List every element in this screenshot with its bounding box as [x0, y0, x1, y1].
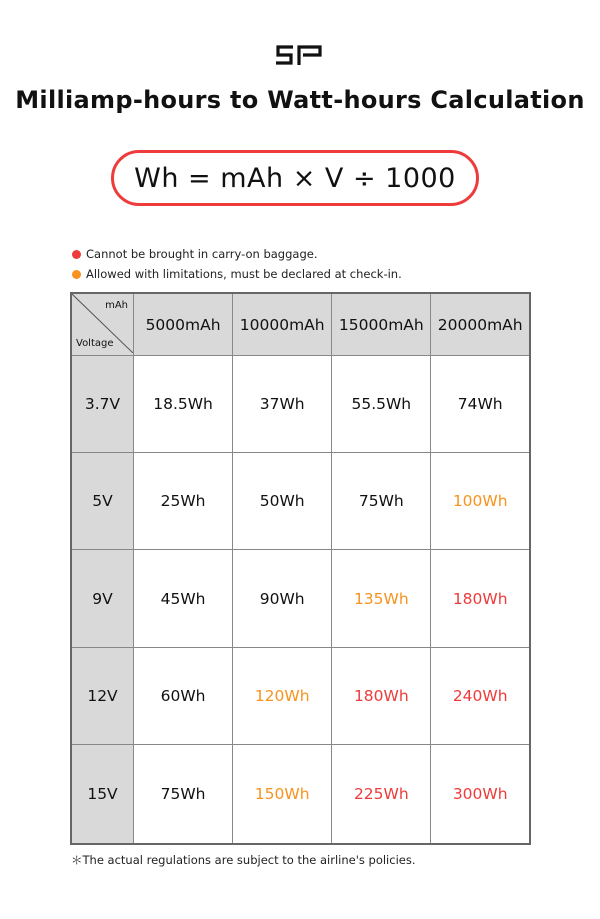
wh-cell: 45Wh	[134, 550, 233, 647]
legend-prohibited-text: Cannot be brought in carry-on baggage.	[86, 247, 318, 261]
voltage-cell: 3.7V	[71, 356, 134, 453]
legend-item-prohibited	[72, 244, 402, 264]
formula-text: Wh = mAh × V ÷ 1000	[134, 162, 456, 194]
corner-voltage-label: Voltage	[76, 338, 114, 349]
wh-cell: 100Wh	[431, 453, 530, 550]
voltage-cell: 9V	[71, 550, 134, 647]
conversion-table	[70, 292, 531, 845]
page-title: Milliamp-hours to Watt-hours Calculation	[15, 86, 585, 114]
column-header: 15000mAh	[332, 293, 431, 356]
column-header: 20000mAh	[431, 293, 530, 356]
wh-cell: 150Wh	[233, 744, 332, 844]
footnote: ＊The actual regulations are subject to the airline's policies.	[71, 853, 416, 867]
wh-cell: 75Wh	[134, 744, 233, 844]
wh-cell: 180Wh	[332, 647, 431, 744]
wh-cell: 135Wh	[332, 550, 431, 647]
wh-cell: 225Wh	[332, 744, 431, 844]
table-row	[71, 356, 530, 453]
corner-mah-label: mAh	[105, 300, 128, 311]
wh-cell: 120Wh	[233, 647, 332, 744]
wh-cell: 240Wh	[431, 647, 530, 744]
voltage-cell: 12V	[71, 647, 134, 744]
wh-cell: 180Wh	[431, 550, 530, 647]
legend-item-declare	[72, 264, 402, 284]
wh-cell: 50Wh	[233, 453, 332, 550]
voltage-cell: 5V	[71, 453, 134, 550]
table-row	[71, 453, 530, 550]
column-header: 10000mAh	[233, 293, 332, 356]
wh-cell: 90Wh	[233, 550, 332, 647]
wh-cell: 75Wh	[332, 453, 431, 550]
wh-cell: 55.5Wh	[332, 356, 431, 453]
table-row	[71, 744, 530, 844]
orange-dot-icon	[72, 270, 81, 279]
red-dot-icon	[72, 250, 81, 259]
sp-logo	[0, 44, 600, 66]
wh-cell: 37Wh	[233, 356, 332, 453]
legend-declare-text: Allowed with limitations, must be declared at check-in.	[86, 267, 402, 281]
table-row	[71, 647, 530, 744]
voltage-cell: 15V	[71, 744, 134, 844]
wh-cell: 300Wh	[431, 744, 530, 844]
wh-cell: 25Wh	[134, 453, 233, 550]
column-header: 5000mAh	[134, 293, 233, 356]
formula-box	[111, 150, 479, 206]
table-header-row	[71, 293, 530, 356]
table-row	[71, 550, 530, 647]
wh-cell: 18.5Wh	[134, 356, 233, 453]
sp-logo-mark	[274, 44, 326, 66]
wh-cell: 60Wh	[134, 647, 233, 744]
table-corner-cell	[71, 293, 134, 356]
legend	[72, 244, 402, 284]
wh-cell: 74Wh	[431, 356, 530, 453]
